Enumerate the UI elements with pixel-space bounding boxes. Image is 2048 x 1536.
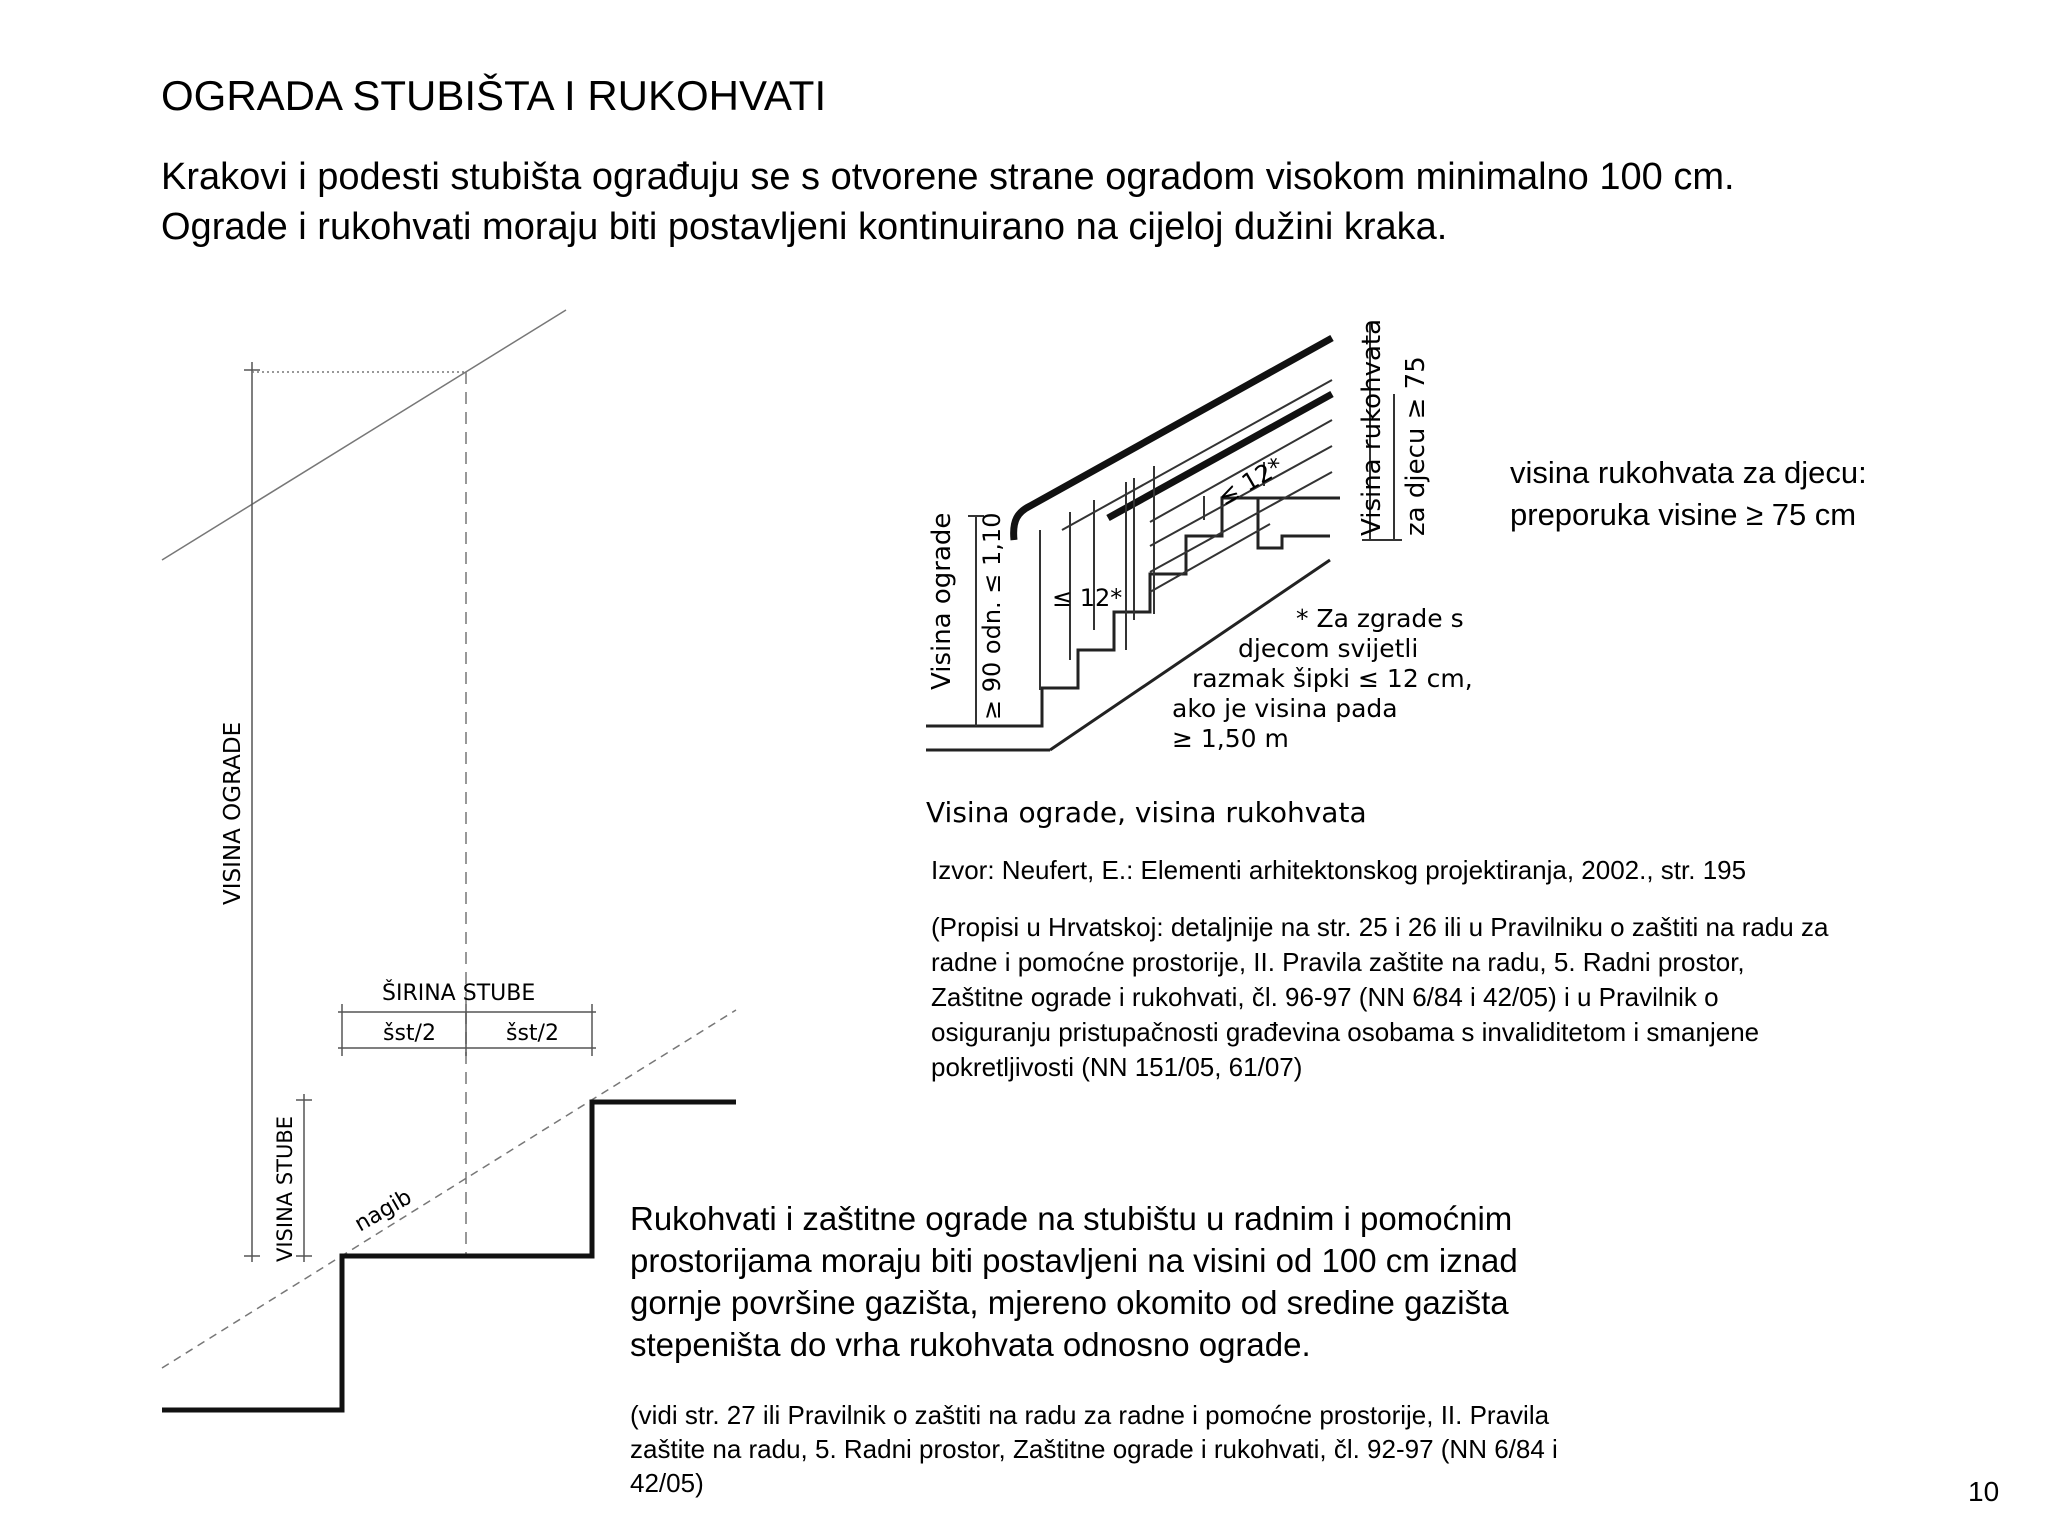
label-za-djecu: za djecu ≥ 75 [1401,356,1431,536]
bottom-note-line: (vidi str. 27 ili Pravilnik o zaštiti na radu za radne i pomoćne prostorije, II. Pravila [630,1400,1550,1430]
footnote-line: ako je visina pada [1172,694,1398,723]
bottom-main-line: stepeništa do vrha rukohvata odnosno ograde. [630,1326,1311,1363]
footnote-line: ≥ 1,50 m [1172,724,1289,753]
regulations-line: pokretljivosti (NN 151/05, 61/07) [931,1052,1303,1082]
kids-note-line: preporuka visine ≥ 75 cm [1510,497,1857,532]
regulations-note [931,910,1951,1085]
footnote-line: * Za zgrade s [1296,604,1464,633]
bottom-note-line: 42/05) [630,1468,704,1498]
label-visina-ograde: VISINA OGRADE [220,721,246,905]
label-visina-ograde-value: ≥ 90 odn. ≤ 1,10 [978,512,1006,720]
intro-line: Krakovi i podesti stubišta ograđuju se s otvorene strane ogradom visokom minimalno 100 cm. [161,156,1735,198]
footnote-line: razmak šipki ≤ 12 cm, [1192,664,1473,693]
label-half-left: šst/2 [383,1021,436,1046]
label-visina-stube: VISINA STUBE [273,1115,297,1262]
bottom-note-line: zaštite na radu, 5. Radni prostor, Zaštitne ograde i rukohvati, čl. 92-97 (NN 6/84 i [630,1434,1558,1464]
page-title: OGRADA STUBIŠTA I RUKOHVATI [161,72,827,119]
bottom-main-line: Rukohvati i zaštitne ograde na stubištu u radnim i pomoćnim [630,1200,1513,1237]
regulations-line: osiguranju pristupačnosti građevina osobama s invaliditetom i smanjene [931,1017,1760,1047]
intro-line: Ograde i rukohvati moraju biti postavljeni kontinuirano na cijeloj dužini kraka. [161,206,1448,248]
footnote-line: djecom svijetli [1238,634,1419,663]
regulations-line: (Propisi u Hrvatskoj: detaljnije na str. 25 i 26 ili u Pravilniku o zaštiti na radu za [931,912,1829,942]
label-sirina-stube: ŠIRINA STUBE [382,981,536,1006]
label-spacing-high: ≤ 12* [1213,451,1288,512]
label-visina-ograde-right: Visina ograde [927,512,957,690]
bottom-main-line: gornje površine gazišta, mjereno okomito od sredine gazišta [630,1284,1509,1321]
bottom-reference-note [630,1398,1710,1500]
regulations-line: radne i pomoćne prostorije, II. Pravila zaštite na radu, 5. Radni prostor, [931,947,1745,977]
railing-diagram-caption: Visina ograde, visina rukohvata [926,796,1367,829]
page-number: 10 [1968,1476,2000,1507]
bottom-main-line: prostorijama moraju biti postavljeni na visini od 100 cm iznad [630,1242,1518,1279]
railing-footnote [1172,604,1473,754]
source-citation: Izvor: Neufert, E.: Elementi arhitektonskog projektiranja, 2002., str. 195 [931,855,1747,885]
label-nagib: nagib [350,1184,417,1238]
kids-handrail-note [1510,452,1867,536]
label-spacing-low: ≤ 12* [1052,584,1123,612]
regulations-line: Zaštitne ograde i rukohvati, čl. 96-97 (NN 6/84 i 42/05) i u Pravilnik o [931,982,1719,1012]
bottom-main-text [630,1198,1630,1366]
label-half-right: šst/2 [506,1021,559,1046]
kids-note-line: visina rukohvata za djecu: [1510,455,1867,490]
label-visina-rukohvata: Visina rukohvata [1357,318,1387,536]
